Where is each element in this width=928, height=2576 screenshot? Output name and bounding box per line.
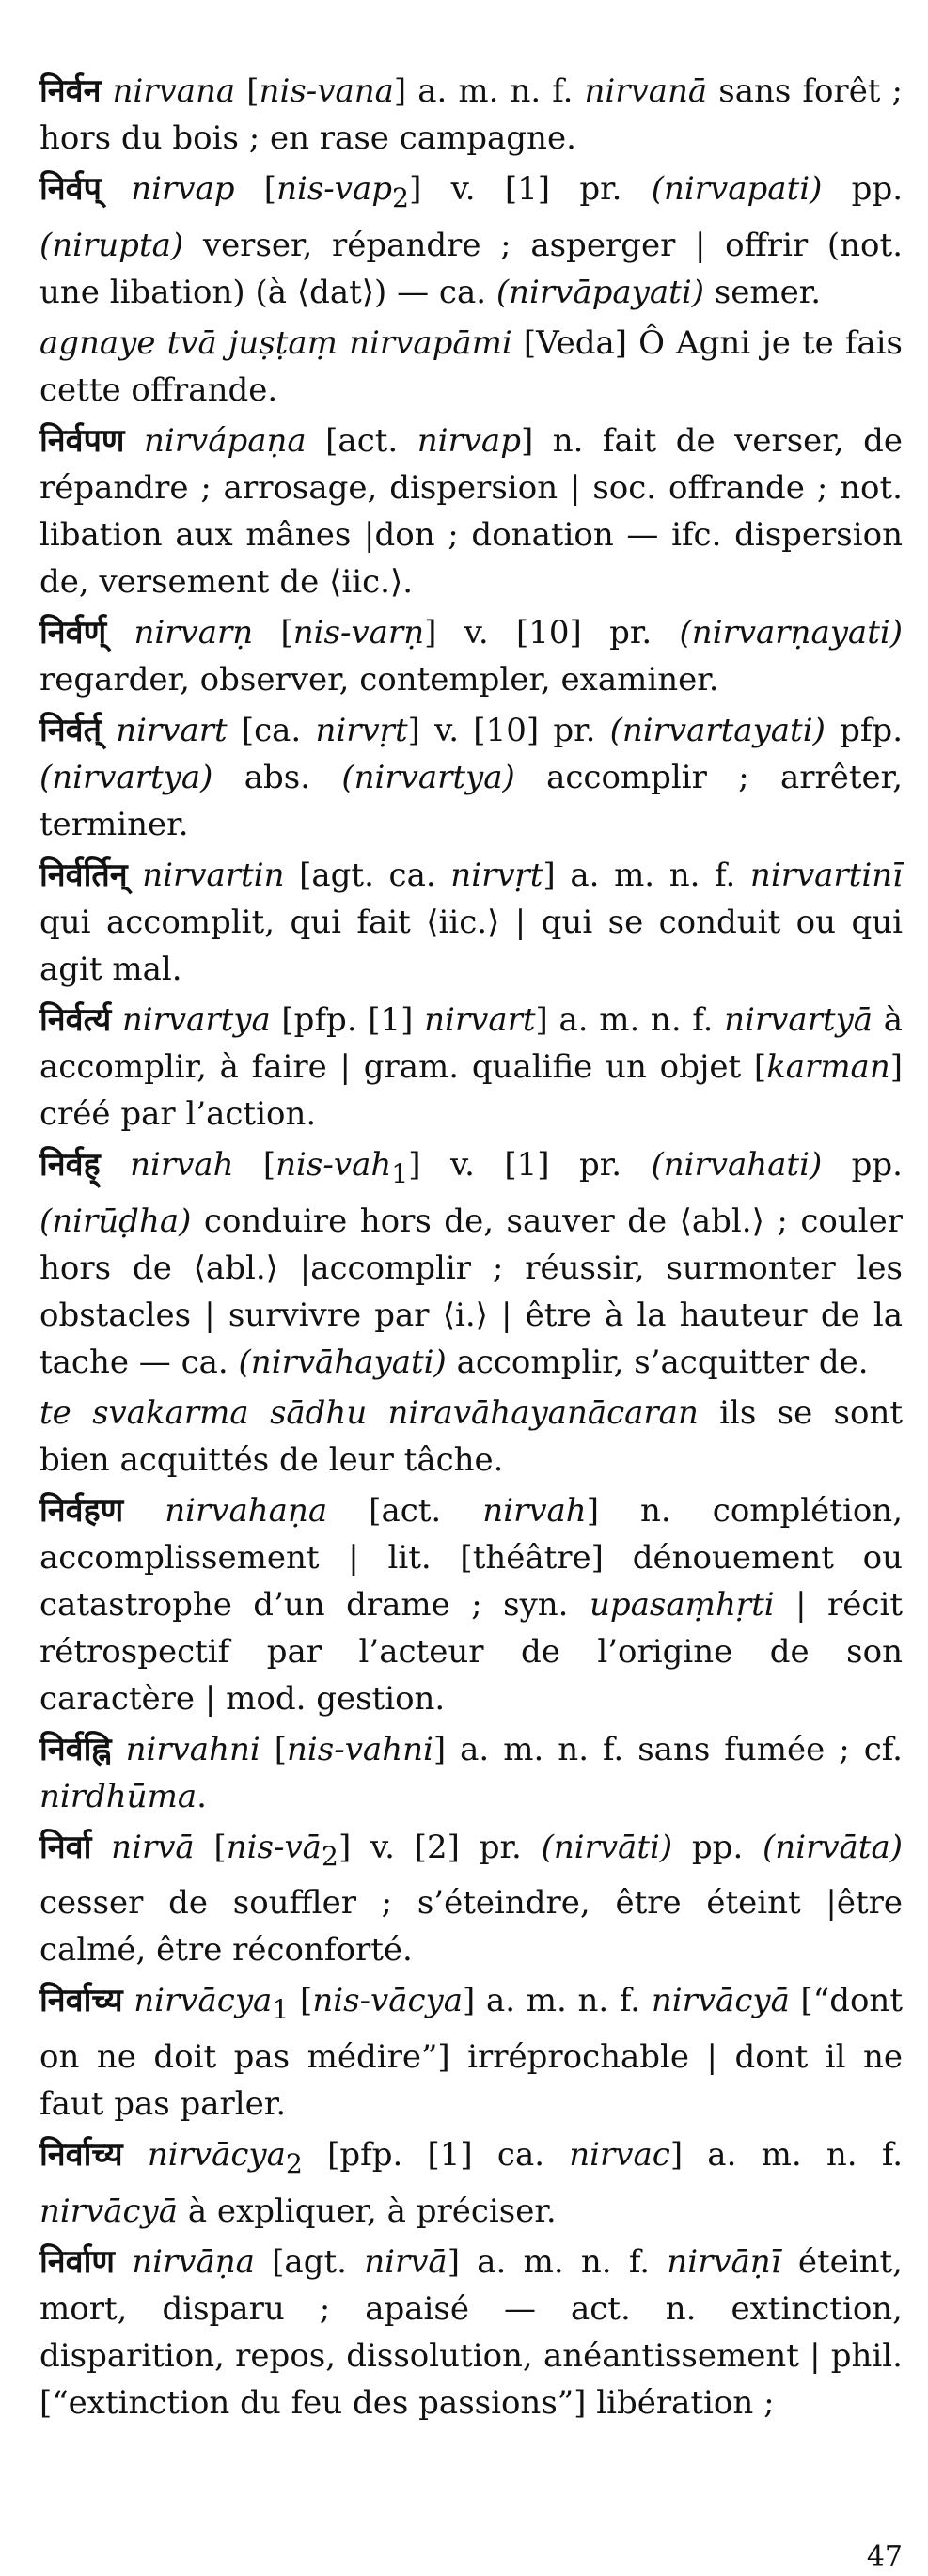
- dictionary-entry: [39, 609, 903, 703]
- example-sentence: [39, 320, 903, 414]
- entry-text: te svakarma sādhu niravāhayanācaran ils se sont bien acquittés de leur tâche.: [39, 1393, 904, 1479]
- dictionary-entry: [39, 1977, 903, 2128]
- headword-devanagari: निर्वा: [39, 1828, 92, 1866]
- entry-text: nirvācya$_1$ [nis-vācya] a. m. n. f. nirvācyā [“dont on ne doit pas médire”] irréprochable | dont il ne faut pas parler.: [39, 1982, 903, 2124]
- headword-devanagari: निर्वहण: [39, 1491, 124, 1530]
- dictionary-page: [39, 68, 904, 2573]
- entry-text: nirvartya [pfp. [1] nirvart] a. m. n. f. nirvartyā à accomplir, à faire | gram. qualifie un objet [karman] créé par l’action.: [39, 1000, 903, 1133]
- dictionary-entry: [39, 852, 903, 993]
- headword-devanagari: निर्वर्त्: [39, 711, 102, 749]
- entry-text: nirvana [nis-vana] a. m. n. f. nirvanā sans forêt ; hors du bois ; en rase campagne.: [39, 72, 903, 157]
- dictionary-entry: [39, 417, 903, 605]
- headword-devanagari: निर्वन: [39, 72, 102, 110]
- entry-text: nirvahni [nis-vahni] a. m. n. f. sans fumée ; cf. nirdhūma.: [39, 1730, 903, 1815]
- dictionary-entry: [39, 1141, 903, 1386]
- entry-text: nirvahaṇa [act. nirvah] n. complétion, accomplissement | lit. [théâtre] dénouement ou catastrophe d’un drame ; syn. upasaṃhṛti | récit rétrospectif par l’acteur de l’origine de son caractère | mod. gestion.: [39, 1491, 904, 1718]
- entry-text: nirvāṇa [agt. nirvā] a. m. n. f. nirvāṇī éteint, mort, disparu ; apaisé — act. n. extinction, disparition, repos, dissolution, anéantissement | phil. [“extinction du feu des passions”] libération ;: [39, 2242, 903, 2422]
- entry-text: agnaye tvā juṣṭaṃ nirvapāmi [Veda] Ô Agni je te fais cette offrande.: [39, 323, 903, 409]
- headword-devanagari: निर्वर्त्य: [39, 1000, 112, 1039]
- entry-text: nirvap [nis-vap$_2$] v. [1] pr. (nirvapati) pp. (nirupta) verser, répandre ; asperger | offrir (not. une libation) (à ⟨dat⟩) — ca. (nirvāpayati) semer.: [39, 170, 904, 311]
- page-number: 47: [866, 2540, 903, 2573]
- entry-text: nirvah [nis-vah$_1$] v. [1] pr. (nirvahati) pp. (nirūḍha) conduire hors de, sauver de ⟨abl.⟩ ; couler hors de ⟨abl.⟩ |accomplir ; réussir, surmonter les obstacles | survivre par ⟨i.⟩ | être à la hauteur de la tache — ca. (nirvāhayati) accomplir, s’acquitter de.: [39, 1145, 903, 1381]
- entries-column: [39, 68, 903, 2427]
- dictionary-entry: [39, 1487, 903, 1722]
- dictionary-entry: [39, 2238, 903, 2427]
- headword-devanagari: निर्वाच्य: [39, 1982, 123, 2020]
- dictionary-entry: [39, 1726, 903, 1820]
- headword-devanagari: निर्वर्तिन्: [39, 856, 128, 894]
- entry-text: nirvápaṇa [act. nirvap] n. fait de verser, de répandre ; arrosage, dispersion | soc. offrande ; not. libation aux mânes |don ; donation — ifc. dispersion de, versement de ⟨iic.⟩.: [39, 421, 903, 601]
- headword-devanagari: निर्वह्: [39, 1145, 101, 1184]
- dictionary-entry: [39, 1824, 903, 1974]
- entry-text: nirvācya$_2$ [pfp. [1] ca. nirvac] a. m. n. f. nirvācyā à expliquer, à préciser.: [39, 2136, 903, 2230]
- headword-devanagari: निर्वपण: [39, 421, 125, 460]
- dictionary-entry: [39, 165, 903, 316]
- headword-devanagari: निर्वर्ण्: [39, 613, 107, 652]
- headword-devanagari: निर्वाण: [39, 2242, 115, 2281]
- entry-text: nirvartin [agt. ca. nirvṛt] a. m. n. f. nirvartinī qui accomplit, qui fait ⟨iic.⟩ | qui se conduit ou qui agit mal.: [39, 856, 903, 988]
- entry-text: nirvart [ca. nirvṛt] v. [10] pr. (nirvartayati) pfp. (nirvartya) abs. (nirvartya) accomplir ; arrêter, terminer.: [39, 711, 904, 843]
- entry-text: nirvā $[nis-vā_2]$ v. [2] pr. (nirvāti) pp. (nirvāta) cesser de souffler ; s’éteindre, être éteint |être calmé, être réconforté.: [39, 1828, 903, 1970]
- headword-devanagari: निर्वह्नि: [39, 1730, 112, 1768]
- entry-text: nirvarṇ [nis-varṇ] v. [10] pr. (nirvarṇayati) regarder, observer, contempler, examiner.: [39, 613, 903, 699]
- dictionary-entry: [39, 68, 903, 162]
- headword-devanagari: निर्वप्: [39, 170, 102, 208]
- dictionary-entry: [39, 707, 903, 848]
- dictionary-entry: [39, 997, 903, 1138]
- dictionary-entry: [39, 2131, 903, 2235]
- headword-devanagari: निर्वाच्य: [39, 2136, 123, 2175]
- example-sentence: [39, 1390, 903, 1484]
